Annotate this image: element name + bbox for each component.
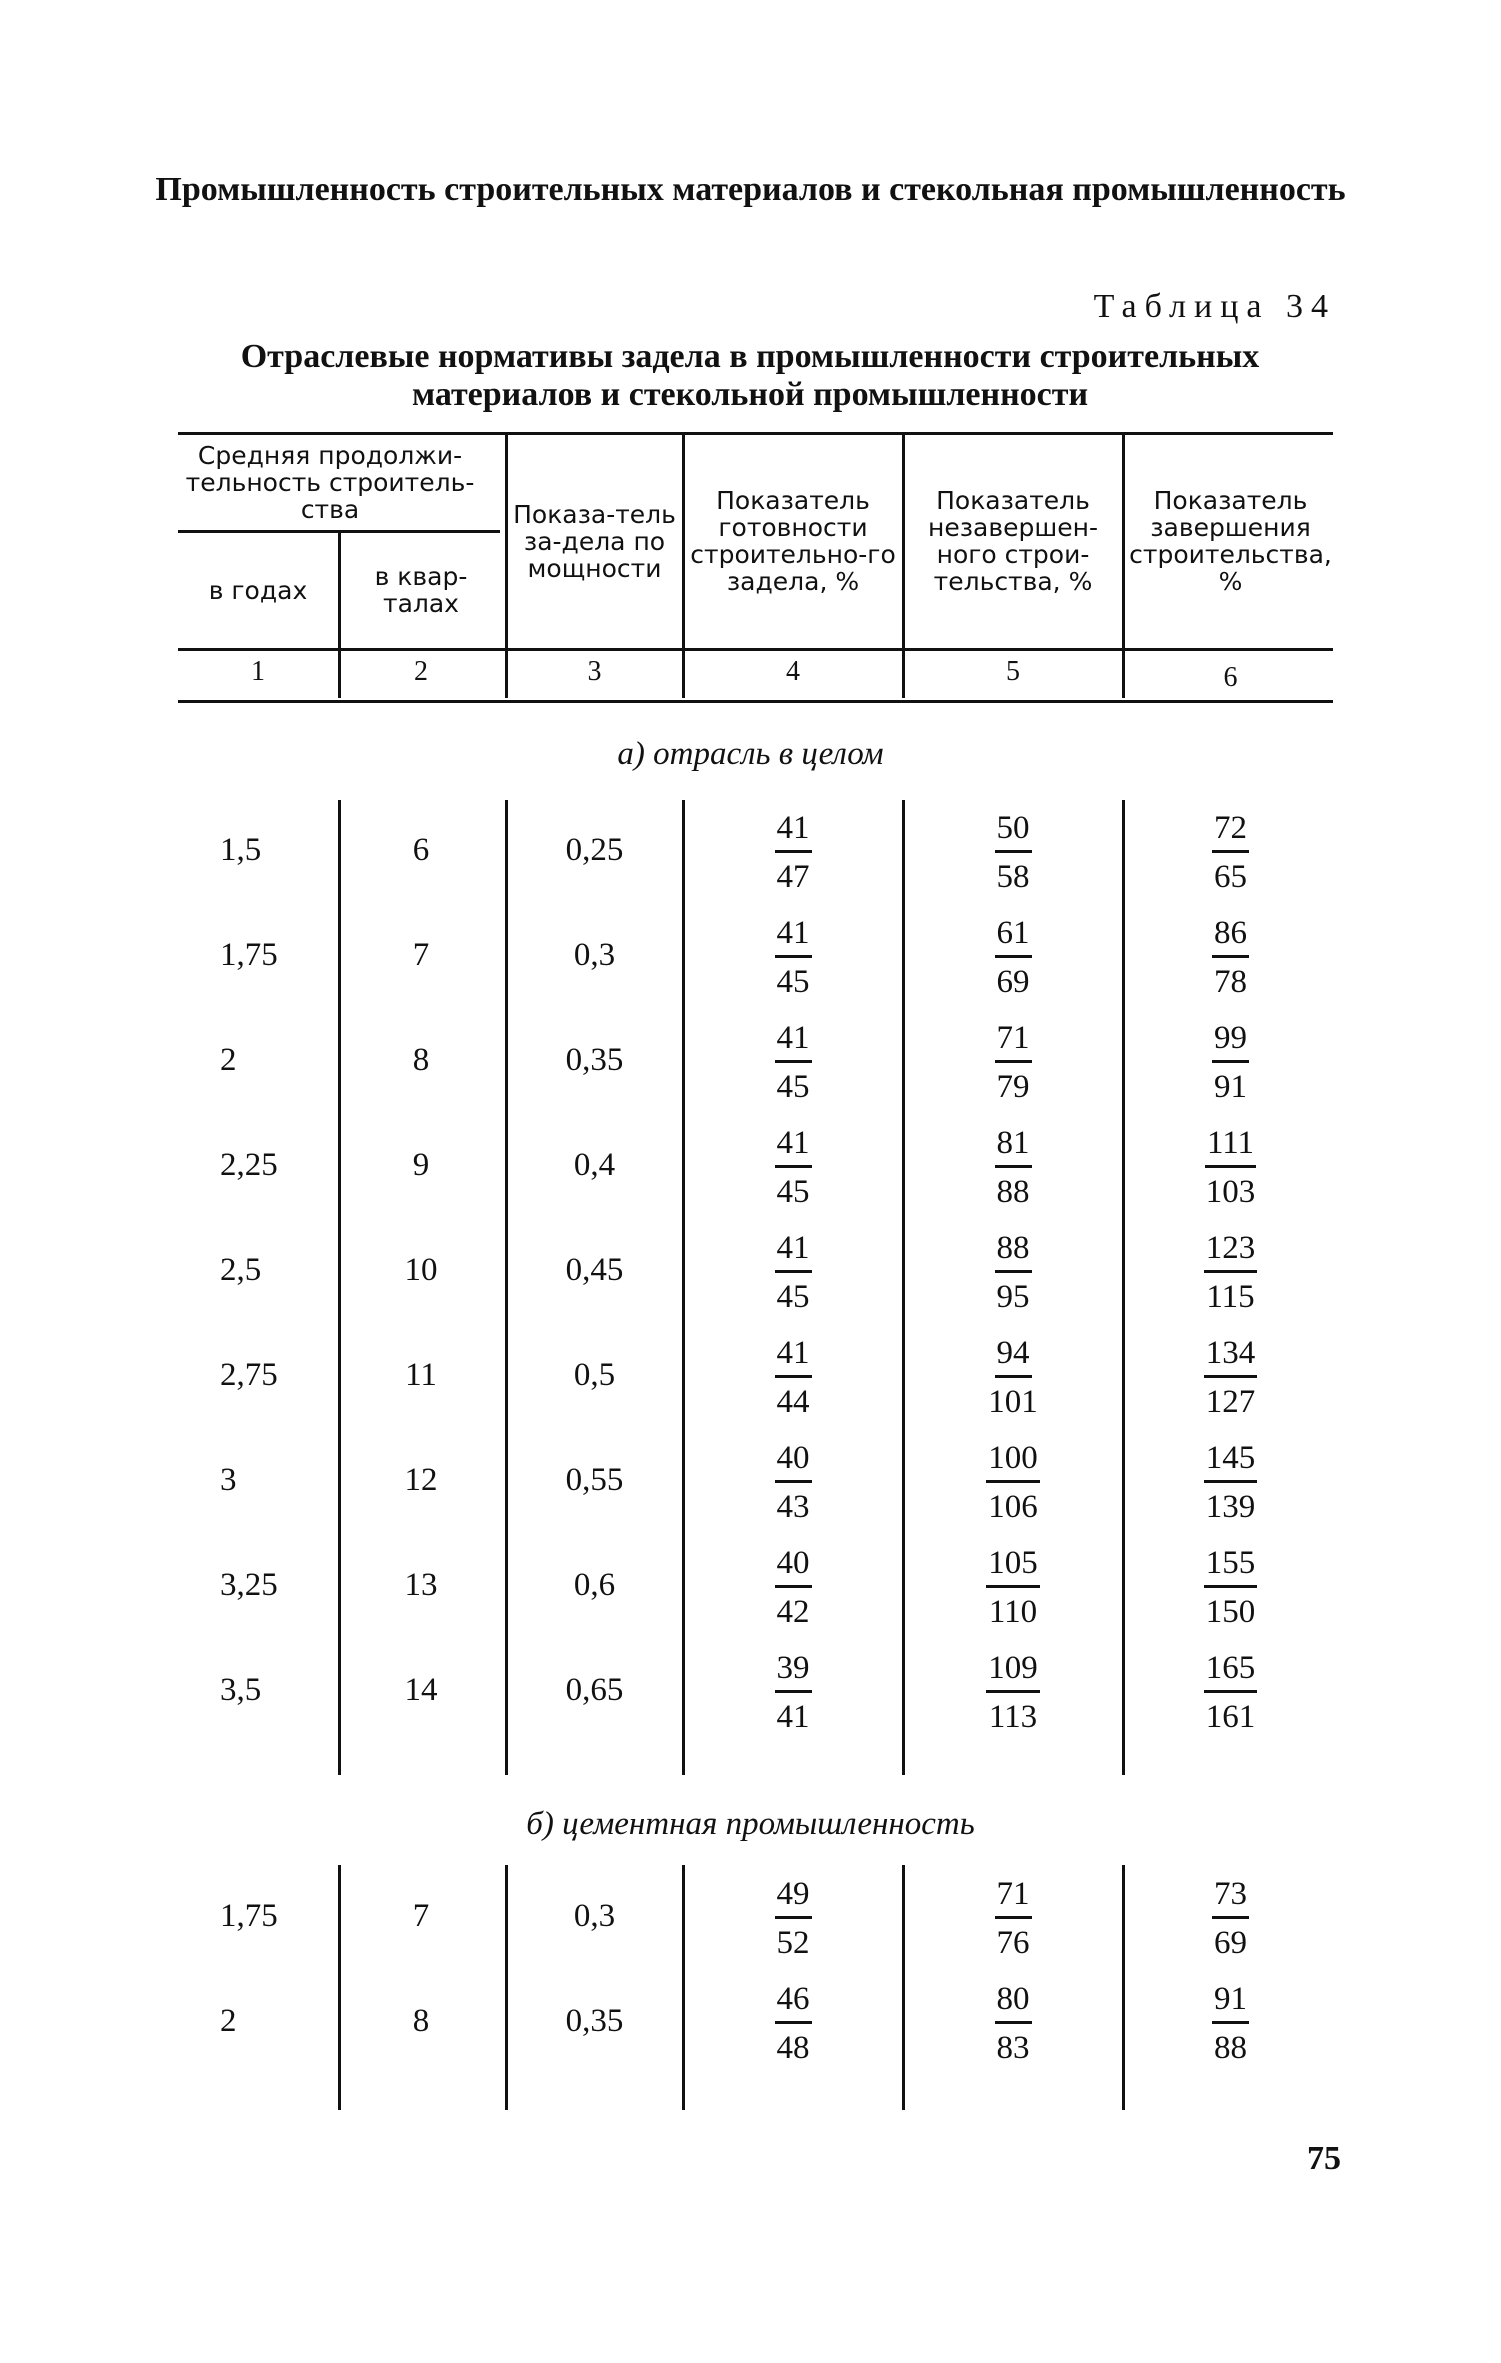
cell-quarters: 8: [412, 2003, 430, 2039]
cell-quarters: 7: [412, 937, 430, 973]
denominator: 110: [988, 1594, 1038, 1630]
cell-power: 0,5: [573, 1357, 616, 1393]
denominator: 52: [776, 1925, 810, 1961]
denominator: 103: [1205, 1174, 1256, 1210]
numerator: 39: [775, 1650, 812, 1693]
numerator: 41: [775, 1125, 812, 1168]
section-b-vline-1: [338, 1865, 341, 2110]
fraction-c5: [908, 1020, 1118, 1105]
cell-years: 1,75: [220, 1898, 278, 1934]
numerator: 100: [986, 1440, 1040, 1483]
numerator: 81: [995, 1125, 1032, 1168]
fraction-c5: [908, 1335, 1118, 1420]
cell-years: 2: [220, 2003, 237, 2039]
fraction-c6: [1128, 915, 1333, 1000]
header-bottom-rule: [178, 648, 1333, 651]
denominator: 47: [776, 859, 810, 895]
numerator: 71: [995, 1876, 1032, 1919]
section-b-vline-5: [1122, 1865, 1125, 2110]
col-number-2: 2: [414, 656, 428, 687]
denominator: 43: [776, 1489, 810, 1525]
numerator: 134: [1204, 1335, 1258, 1378]
denominator: 45: [776, 1069, 810, 1105]
denominator: 45: [776, 1174, 810, 1210]
cell-power: 0,6: [573, 1567, 616, 1603]
cell-quarters: 14: [404, 1672, 438, 1708]
numerator: 105: [986, 1545, 1040, 1588]
numerator: 41: [775, 915, 812, 958]
numerator: 40: [775, 1545, 812, 1588]
cell-years: 3,25: [220, 1567, 278, 1603]
header-power: Показа-тель за-дела по мощности: [513, 499, 676, 583]
fraction-c5: [908, 1230, 1118, 1315]
denominator: 69: [1214, 1925, 1247, 1961]
cell-power: 0,25: [565, 832, 624, 868]
cell-quarters: 7: [412, 1898, 430, 1934]
denominator: 106: [988, 1489, 1038, 1525]
denominator: 161: [1205, 1699, 1256, 1735]
cell-years: 1,75: [220, 937, 278, 973]
header-vline-3: [682, 434, 685, 698]
numerator: 111: [1205, 1125, 1256, 1168]
denominator: 78: [1214, 964, 1247, 1000]
fraction-c4: [688, 1335, 898, 1420]
cell-quarters: 6: [412, 832, 430, 868]
fraction-c4: [688, 1020, 898, 1105]
fraction-c5: [908, 915, 1118, 1000]
numerator: 41: [775, 1020, 812, 1063]
fraction-c4: [688, 915, 898, 1000]
fraction-c4: [688, 1650, 898, 1735]
header-top-rule: [178, 432, 1333, 435]
header-vline-4: [902, 434, 905, 698]
cell-power: 0,35: [565, 1042, 624, 1078]
fraction-c4: [688, 1981, 898, 2066]
cell-power: 0,35: [565, 2003, 624, 2039]
numerator: 123: [1204, 1230, 1258, 1273]
fraction-c4: [688, 1545, 898, 1630]
fraction-c5: [908, 810, 1118, 895]
fraction-c6: [1128, 810, 1333, 895]
fraction-c6: [1128, 1650, 1333, 1735]
col-number-4: 4: [786, 656, 800, 687]
cell-years: 1,5: [220, 832, 262, 868]
cell-years: 2: [220, 1042, 237, 1078]
cell-years: 3: [220, 1462, 237, 1498]
denominator: 91: [1214, 1069, 1247, 1105]
fraction-c6: [1128, 1440, 1333, 1525]
fraction-c5: [908, 1981, 1118, 2066]
numerator: 94: [995, 1335, 1032, 1378]
fraction-c4: [688, 1125, 898, 1210]
col-number-3: 3: [587, 656, 602, 687]
fraction-c4: [688, 810, 898, 895]
fraction-c4: [688, 1440, 898, 1525]
cell-years: 3,5: [220, 1672, 262, 1708]
fraction-c5: [908, 1125, 1118, 1210]
denominator: 65: [1214, 859, 1247, 895]
cell-years: 2,75: [220, 1357, 278, 1393]
numerator: 155: [1204, 1545, 1258, 1588]
page-number: 75: [1307, 2140, 1341, 2177]
numerator: 41: [775, 810, 812, 853]
section-a-vline-5: [1122, 800, 1125, 1775]
page-header: Промышленность строительных материалов и стекольная промышленность: [155, 171, 1346, 208]
fraction-c5: [908, 1876, 1118, 1961]
header-unfinished: Показатель незавершен-ного строи-тельства, %: [928, 486, 1098, 596]
col-number-5: 5: [1006, 656, 1020, 687]
col-number-rule: [178, 700, 1333, 703]
denominator: 88: [996, 1174, 1030, 1210]
denominator: 88: [1214, 2030, 1247, 2066]
numerator: 91: [1212, 1981, 1249, 2024]
fraction-c5: [908, 1650, 1118, 1735]
fraction-c5: [908, 1545, 1118, 1630]
numerator: 49: [775, 1876, 812, 1919]
fraction-c4: [688, 1230, 898, 1315]
cell-quarters: 8: [412, 1042, 430, 1078]
header-vline-5: [1122, 434, 1125, 698]
denominator: 113: [988, 1699, 1038, 1735]
denominator: 45: [776, 964, 810, 1000]
section-a-title: а) отрасль в целом: [617, 736, 884, 772]
numerator: 88: [995, 1230, 1032, 1273]
cell-power: 0,45: [565, 1252, 624, 1288]
denominator: 127: [1205, 1384, 1256, 1420]
numerator: 61: [995, 915, 1032, 958]
col-number-6: 6: [1223, 662, 1238, 693]
cell-power: 0,4: [573, 1147, 616, 1183]
denominator: 83: [996, 2030, 1030, 2066]
denominator: 42: [776, 1594, 810, 1630]
denominator: 48: [776, 2030, 810, 2066]
denominator: 139: [1205, 1489, 1256, 1525]
numerator: 145: [1204, 1440, 1258, 1483]
fraction-c6: [1128, 1876, 1333, 1961]
section-b-vline-3: [682, 1865, 685, 2110]
denominator: 69: [996, 964, 1030, 1000]
section-b-title: б) цементная промышленность: [526, 1806, 975, 1842]
fraction-c4: [688, 1876, 898, 1961]
denominator: 150: [1205, 1594, 1256, 1630]
numerator: 80: [995, 1981, 1032, 2024]
denominator: 45: [776, 1279, 810, 1315]
table-number: Таблица 34: [1093, 288, 1336, 325]
cell-quarters: 12: [404, 1462, 438, 1498]
fraction-c6: [1128, 1230, 1333, 1315]
cell-power: 0,3: [573, 937, 616, 973]
header-readiness: Показатель готовности строительно-го задела, %: [690, 486, 896, 596]
header-vline-1: [338, 532, 341, 698]
cell-years: 2,25: [220, 1147, 278, 1183]
denominator: 115: [1206, 1279, 1255, 1315]
header-completion: Показатель завершения строительства, %: [1129, 486, 1332, 596]
cell-power: 0,65: [565, 1672, 624, 1708]
section-a-vline-2: [505, 800, 508, 1775]
numerator: 165: [1204, 1650, 1258, 1693]
cell-quarters: 13: [404, 1567, 438, 1603]
header-years: в годах: [208, 575, 308, 605]
section-b-vline-2: [505, 1865, 508, 2110]
cell-quarters: 11: [405, 1357, 437, 1393]
col-number-1: 1: [251, 656, 265, 687]
header-quarters: в квар-талах: [374, 562, 468, 618]
cell-power: 0,3: [573, 1898, 616, 1934]
numerator: 72: [1212, 810, 1249, 853]
denominator: 44: [776, 1384, 810, 1420]
numerator: 40: [775, 1440, 812, 1483]
numerator: 46: [775, 1981, 812, 2024]
denominator: 58: [996, 859, 1030, 895]
table-caption: Отраслевые нормативы задела в промышленности строительных материалов и стекольной промышленности: [240, 338, 1260, 413]
numerator: 50: [995, 810, 1032, 853]
fraction-c6: [1128, 1020, 1333, 1105]
denominator: 79: [996, 1069, 1030, 1105]
numerator: 109: [986, 1650, 1040, 1693]
section-a-vline-1: [338, 800, 341, 1775]
fraction-c6: [1128, 1125, 1333, 1210]
cell-quarters: 10: [404, 1252, 438, 1288]
fraction-c6: [1128, 1335, 1333, 1420]
fraction-c6: [1128, 1545, 1333, 1630]
denominator: 41: [776, 1699, 810, 1735]
cell-power: 0,55: [565, 1462, 624, 1498]
numerator: 41: [775, 1335, 812, 1378]
cell-quarters: 9: [412, 1147, 430, 1183]
denominator: 95: [996, 1279, 1030, 1315]
fraction-c5: [908, 1440, 1118, 1525]
section-a-vline-4: [902, 800, 905, 1775]
section-a-vline-3: [682, 800, 685, 1775]
numerator: 41: [775, 1230, 812, 1273]
header-vline-2: [505, 434, 508, 698]
numerator: 86: [1212, 915, 1249, 958]
numerator: 71: [995, 1020, 1032, 1063]
numerator: 99: [1212, 1020, 1249, 1063]
denominator: 101: [988, 1384, 1038, 1420]
fraction-c6: [1128, 1981, 1333, 2066]
header-duration-group: Средняя продолжи-тельность строитель-ства: [185, 440, 475, 524]
denominator: 76: [996, 1925, 1030, 1961]
numerator: 73: [1212, 1876, 1249, 1919]
section-b-vline-4: [902, 1865, 905, 2110]
cell-years: 2,5: [220, 1252, 262, 1288]
